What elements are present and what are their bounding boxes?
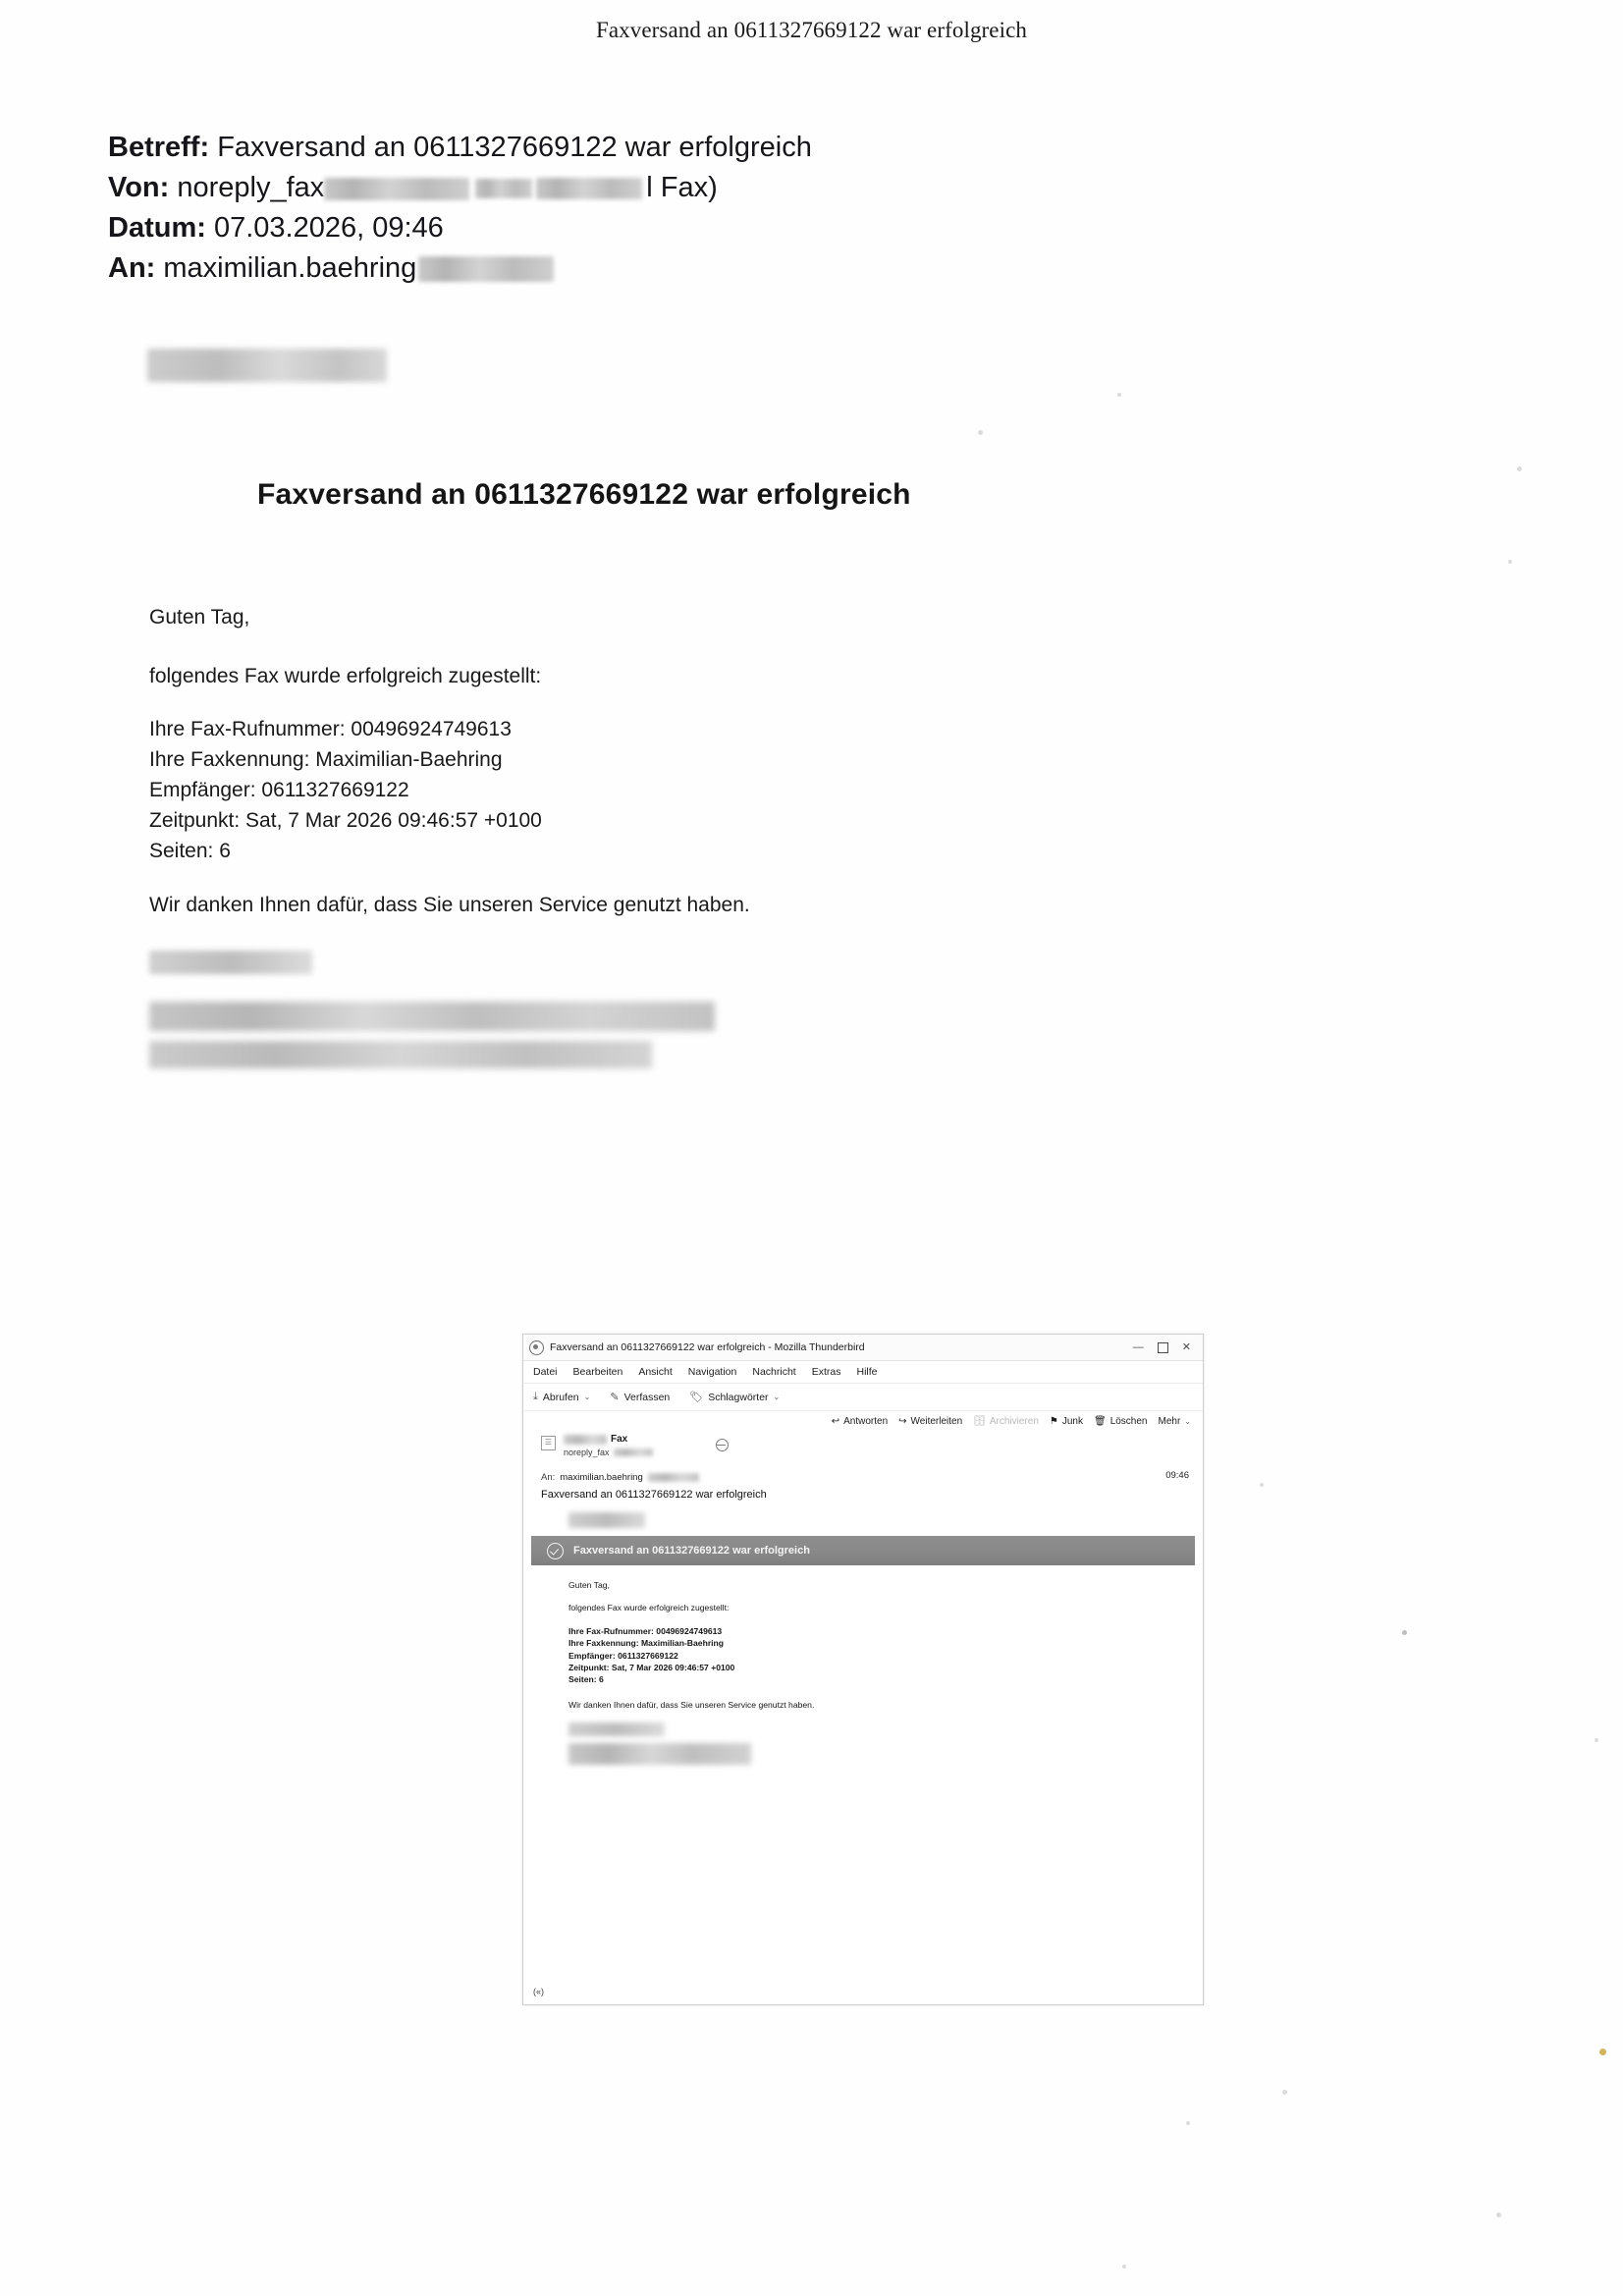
redaction-to <box>418 256 554 282</box>
archivieren-label: Archivieren <box>989 1416 1039 1427</box>
status-bar: («) <box>533 1987 544 1996</box>
detail-line: Seiten: 6 <box>568 1674 604 1685</box>
redaction-mail-signature-2 <box>568 1743 751 1765</box>
from-value-prefix: noreply_fax <box>177 172 325 203</box>
message-subject: Faxversand an 0611327669122 war erfolgreich <box>541 1489 767 1501</box>
redaction-sender-address <box>614 1449 653 1456</box>
mehr-label: Mehr <box>1158 1416 1181 1427</box>
page-running-header: Faxversand an 0611327669122 war erfolgreich <box>595 18 1028 42</box>
verfassen-button[interactable] <box>610 1391 670 1403</box>
thunderbird-screenshot <box>522 1334 1204 2005</box>
recipient-label: An: <box>541 1471 556 1483</box>
scan-speck <box>1595 1738 1598 1742</box>
sender-name-suffix: Fax <box>611 1434 628 1445</box>
recipient-row <box>523 1469 1203 1485</box>
window-controls <box>1133 1342 1197 1353</box>
thunderbird-app-icon <box>529 1340 544 1355</box>
chevron-down-icon[interactable]: ⌄ <box>1184 1417 1191 1426</box>
archivieren-button <box>973 1416 1039 1427</box>
mail-body-details <box>568 1625 1203 1686</box>
redaction-signature-2 <box>149 1002 715 1031</box>
loeschen-button[interactable] <box>1094 1416 1148 1427</box>
scan-speck <box>1122 2265 1126 2269</box>
scan-speck <box>1496 2213 1501 2217</box>
trash-icon: 🗑 <box>1093 1416 1107 1427</box>
mail-header-subject-row <box>108 128 1286 168</box>
menu-item-hilfe[interactable]: Hilfe <box>856 1366 878 1378</box>
scan-speck <box>978 430 983 435</box>
message-thanks: Wir danken Ihnen dafür, dass Sie unseren Service genutzt haben. <box>149 894 750 916</box>
mail-header-from-row <box>108 168 1286 208</box>
mail-body <box>523 1565 1203 1711</box>
loeschen-label: Löschen <box>1109 1416 1148 1427</box>
close-button[interactable]: ✕ <box>1181 1340 1191 1353</box>
subject-label: Betreff: <box>108 132 210 163</box>
thunderbird-titlebar <box>523 1335 1203 1361</box>
message-greeting: Guten Tag, <box>149 606 250 629</box>
mail-header-date-row <box>108 208 1286 248</box>
scan-speck <box>1186 2121 1190 2125</box>
from-label: Von: <box>108 172 170 203</box>
sender-address-prefix: noreply_fax <box>564 1448 610 1457</box>
sender-block <box>523 1431 1203 1469</box>
menu-item-bearbeiten[interactable]: Bearbeiten <box>572 1366 623 1378</box>
message-actions-toolbar <box>523 1411 1203 1431</box>
from-value-suffix: l Fax) <box>646 172 718 203</box>
redaction-recipient <box>648 1473 699 1482</box>
recipient-value[interactable]: maximilian.baehring <box>560 1471 643 1483</box>
junk-button[interactable] <box>1050 1416 1083 1427</box>
detail-line: Ihre Fax-Rufnummer: 00496924749613 <box>149 718 512 740</box>
message-intro: folgendes Fax wurde erfolgreich zugestellt: <box>149 665 542 687</box>
maximize-button[interactable] <box>1158 1342 1168 1353</box>
message-title: Faxversand an 0611327669122 war erfolgreich <box>257 478 911 511</box>
detail-line: Ihre Fax-Rufnummer: 00496924749613 <box>568 1625 723 1636</box>
to-value: maximilian.baehring <box>163 252 417 284</box>
scan-speck <box>1517 466 1522 471</box>
scan-speck <box>1117 393 1121 397</box>
mail-body-thanks: Wir danken Ihnen dafür, dass Sie unseren Service genutzt haben. <box>568 1699 815 1710</box>
scan-speck <box>1508 560 1512 564</box>
mail-header-block <box>108 128 1286 289</box>
schlagwoerter-label: Schlagwörter <box>708 1391 769 1403</box>
scan-speck <box>1599 2049 1606 2055</box>
redaction-sender-name <box>564 1435 607 1445</box>
weiterleiten-button[interactable] <box>898 1416 962 1427</box>
redaction-from-3 <box>536 178 642 199</box>
junk-label: Junk <box>1061 1416 1083 1427</box>
detail-line: Zeitpunkt: Sat, 7 Mar 2026 09:46:57 +0100 <box>149 809 542 832</box>
window-title: Faxversand an 0611327669122 war erfolgreich - Mozilla Thunderbird <box>550 1341 865 1353</box>
pencil-icon: ✎ <box>610 1392 620 1403</box>
schlagwoerter-button[interactable] <box>689 1391 780 1403</box>
mail-body-intro: folgendes Fax wurde erfolgreich zugestellt: <box>568 1603 730 1613</box>
scan-speck <box>1402 1630 1407 1635</box>
message-details <box>149 714 542 866</box>
chevron-down-icon[interactable]: ⌄ <box>773 1393 781 1401</box>
menu-item-nachricht[interactable]: Nachricht <box>752 1366 796 1378</box>
chevron-down-icon[interactable]: ⌄ <box>583 1393 591 1401</box>
detail-line: Seiten: 6 <box>149 840 231 862</box>
detail-line: Ihre Faxkennung: Maximilian-Baehring <box>568 1638 725 1649</box>
sender-name[interactable] <box>564 1434 653 1445</box>
mail-header-to-row <box>108 248 1286 289</box>
scan-speck <box>1260 1483 1264 1487</box>
forward-icon: ↪ <box>898 1416 907 1427</box>
redaction-signature-3 <box>149 1041 652 1068</box>
redaction-mail-top-signature <box>568 1512 645 1528</box>
antworten-button[interactable] <box>832 1416 888 1427</box>
weiterleiten-label: Weiterleiten <box>910 1416 963 1427</box>
abrufen-label: Abrufen <box>542 1391 579 1403</box>
minimize-button[interactable]: — <box>1132 1340 1144 1353</box>
menu-bar <box>523 1361 1203 1384</box>
to-label: An: <box>108 252 156 284</box>
check-circle-icon <box>547 1543 564 1559</box>
redaction-signature-1 <box>149 951 312 974</box>
redaction-header-signature <box>147 349 387 382</box>
download-icon: ⤓ <box>533 1391 538 1402</box>
date-label: Datum: <box>108 212 206 244</box>
banner-title: Faxversand an 0611327669122 war erfolgreich <box>573 1545 810 1557</box>
sender-lines <box>564 1434 653 1457</box>
redaction-from-1 <box>324 178 469 200</box>
main-toolbar <box>523 1384 1203 1411</box>
avatar: ☰ <box>541 1436 556 1450</box>
menu-item-datei[interactable]: Datei <box>533 1366 558 1378</box>
antworten-label: Antworten <box>843 1416 889 1427</box>
redaction-from-2 <box>475 179 532 198</box>
detail-line: Empfänger: 0611327669122 <box>149 779 409 801</box>
flame-icon: ⚑ <box>1049 1416 1058 1427</box>
sender-address[interactable] <box>564 1448 653 1457</box>
detail-line: Ihre Faxkennung: Maximilian-Baehring <box>149 748 503 771</box>
mail-body-greeting: Guten Tag, <box>568 1580 610 1590</box>
abrufen-button[interactable] <box>533 1391 590 1403</box>
scan-speck <box>1282 2090 1287 2095</box>
globe-icon <box>716 1439 729 1451</box>
message-time: 09:46 <box>1165 1470 1189 1481</box>
tag-icon: 🏷 <box>689 1392 704 1403</box>
verfassen-label: Verfassen <box>623 1391 671 1403</box>
subject-value: Faxversand an 0611327669122 war erfolgreich <box>217 132 812 163</box>
archive-icon: 🗄 <box>973 1416 986 1427</box>
menu-item-extras[interactable]: Extras <box>811 1366 841 1378</box>
menu-item-navigation[interactable]: Navigation <box>687 1366 737 1378</box>
menu-item-ansicht[interactable]: Ansicht <box>638 1366 673 1378</box>
date-value: 07.03.2026, 09:46 <box>213 212 444 244</box>
detail-line: Zeitpunkt: Sat, 7 Mar 2026 09:46:57 +0100 <box>568 1663 735 1673</box>
reply-icon: ↩ <box>831 1416 840 1427</box>
success-banner <box>531 1536 1195 1565</box>
detail-line: Empfänger: 0611327669122 <box>568 1650 678 1661</box>
redaction-mail-signature-1 <box>568 1722 665 1736</box>
mehr-button[interactable] <box>1159 1416 1192 1427</box>
